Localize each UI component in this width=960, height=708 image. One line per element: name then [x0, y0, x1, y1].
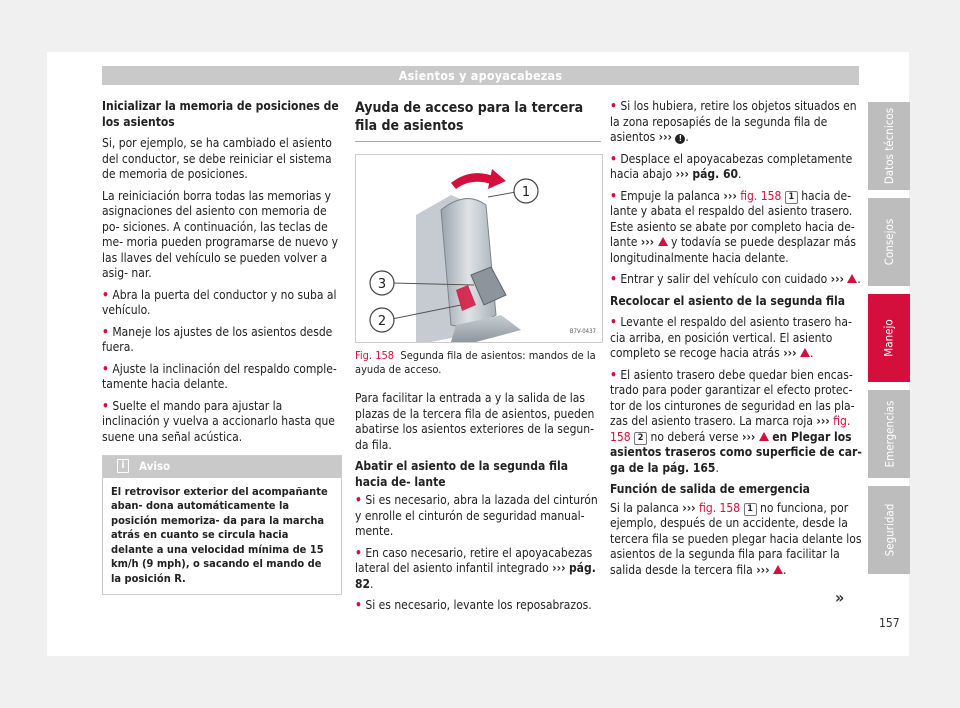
warning-icon [773, 565, 783, 574]
section-heading: Inicializar la memoria de posiciones de los asientos [102, 99, 339, 129]
caution-icon: ! [675, 134, 685, 144]
tab-seguridad[interactable]: Seguridad [868, 486, 910, 574]
list-item: • Ajuste la inclinación del respaldo comple- tamente hacia delante. [102, 361, 337, 391]
bullet-icon: • [102, 361, 109, 376]
warning-icon [759, 432, 769, 441]
subheading: Recolocar el asiento de la segunda fila [610, 293, 846, 308]
list-item: • Empuje la palanca ››› fig. 158 1 hacia de- lante y abata el respaldo del asiento trasero. Este asiento se abate por completo hacia de- lante ››› y todavía se puede desplazar más longitudinalmente hacia delante. [610, 188, 857, 265]
figure-158 [355, 154, 603, 343]
figure-caption: Fig. 158 Segunda fila de asientos: mandos de la ayuda de acceso. [355, 349, 596, 376]
figure-link[interactable]: fig. 158 [740, 188, 782, 203]
list-item: • Maneje los ajustes de los asientos desde fuera. [102, 324, 333, 354]
list-item: • Desplace el apoyacabezas completamente hacia abajo ››› pág. 60. [610, 151, 853, 181]
bullet-icon: • [102, 398, 109, 413]
column-2 [355, 99, 601, 620]
column-1 [102, 99, 342, 595]
page-header: Asientos y apoyacabezas [102, 66, 859, 85]
warning-icon [800, 348, 810, 357]
list-item: • Entrar y salir del vehículo con cuidado ››› . [610, 272, 861, 286]
list-item: • Suelte el mando para ajustar la inclinación y vuelva a accionarlo hasta que suene una señal acústica. [102, 398, 335, 444]
info-icon: i [117, 459, 129, 473]
subheading: Abatir el asiento de la segunda fila hacia de- lante [355, 459, 568, 489]
tab-manejo[interactable]: Manejo [868, 294, 910, 382]
tab-emergencias[interactable]: Emergencias [868, 390, 910, 478]
bullet-icon: • [102, 324, 109, 339]
notice-header: i Aviso [103, 456, 341, 478]
list-item: • Levante el respaldo del asiento trasero ha- cia arriba, en posición vertical. El asiento completo se recoge hacia atrás ››› . [610, 315, 852, 360]
paragraph: La reiniciación borra todas las memorias y asignaciones del asiento con memoria de po- siciones. A continuación, las teclas de me- moria pueden programarse de nuevo y las llaves del vehículo se pueden volver a asig- nar. [102, 188, 339, 280]
tab-consejos[interactable]: Consejos [868, 198, 910, 286]
list-item: • Si es necesario, abra la lazada del cinturón y enrolle el cinturón de seguridad manual- mente. [355, 493, 598, 538]
page-number: 157 [879, 616, 900, 630]
continue-arrow-icon: » [835, 588, 845, 607]
list-item: • En caso necesario, retire el apoyacabezas lateral del asiento infantil integrado ››› pág. 82. [355, 545, 596, 591]
callout-2: 2 [377, 314, 387, 329]
seat-illustration [356, 155, 602, 342]
column-3 [610, 99, 862, 584]
subheading: Función de salida de emergencia [610, 482, 810, 496]
notice-text: El retrovisor exterior del acompañante aban- dona automáticamente la posición memoriza- da para la marcha atrás en cuanto se circula hacia delante a una velocidad mínima de 15 km/h (9 mph), o sacando el mando de la posición R. [111, 484, 328, 585]
list-item: • El asiento trasero debe quedar bien encas- trado para poder garantizar el efecto protec- tor de los cinturones de seguridad en las pla- zas del asiento trasero. La marca roja ››› fig. 158 2 no deberá verse ››› en Plegar los asientos traseros como superficie de car- ga de la pág. 165. [610, 367, 862, 475]
paragraph: Si la palanca ››› fig. 158 1 no funciona, por ejemplo, después de un accidente, desde la tercera fila se pueden plegar hacia delante los asientos de la segunda fila para facilitar la salida desde la tercera fila ››› . [610, 500, 862, 577]
figure-link[interactable]: fig. 158 [610, 414, 851, 444]
list-item: • Abra la puerta del conductor y no suba al vehículo. [102, 287, 337, 317]
tab-datos-tecnicos[interactable]: Datos técnicos [868, 102, 910, 190]
callout-3: 3 [377, 277, 387, 292]
paragraph: Para facilitar la entrada a y la salida de las plazas de la tercera fila de asientos, pueden abatirse los asientos exteriores de la segun- da fila. [355, 391, 595, 452]
warning-icon [847, 274, 857, 283]
callout-1: 1 [521, 185, 531, 200]
list-item: • Si es necesario, levante los reposabrazos. [355, 598, 592, 612]
section-title: Ayuda de acceso para la tercera fila de asientos [355, 100, 584, 134]
warning-icon [658, 237, 668, 246]
figure-code: B7V-0437 [569, 327, 596, 335]
figure-link[interactable]: fig. 158 [699, 500, 741, 515]
notice-box [102, 455, 342, 595]
bullet-icon: • [102, 287, 109, 302]
list-item: • Si los hubiera, retire los objetos situados en la zona reposapiés de la segunda fila de asientos ››› ! . [610, 99, 857, 144]
paragraph: Si, por ejemplo, se ha cambiado el asiento del conductor, se debe reiniciar el sistema de memoria de posiciones. [102, 136, 332, 181]
